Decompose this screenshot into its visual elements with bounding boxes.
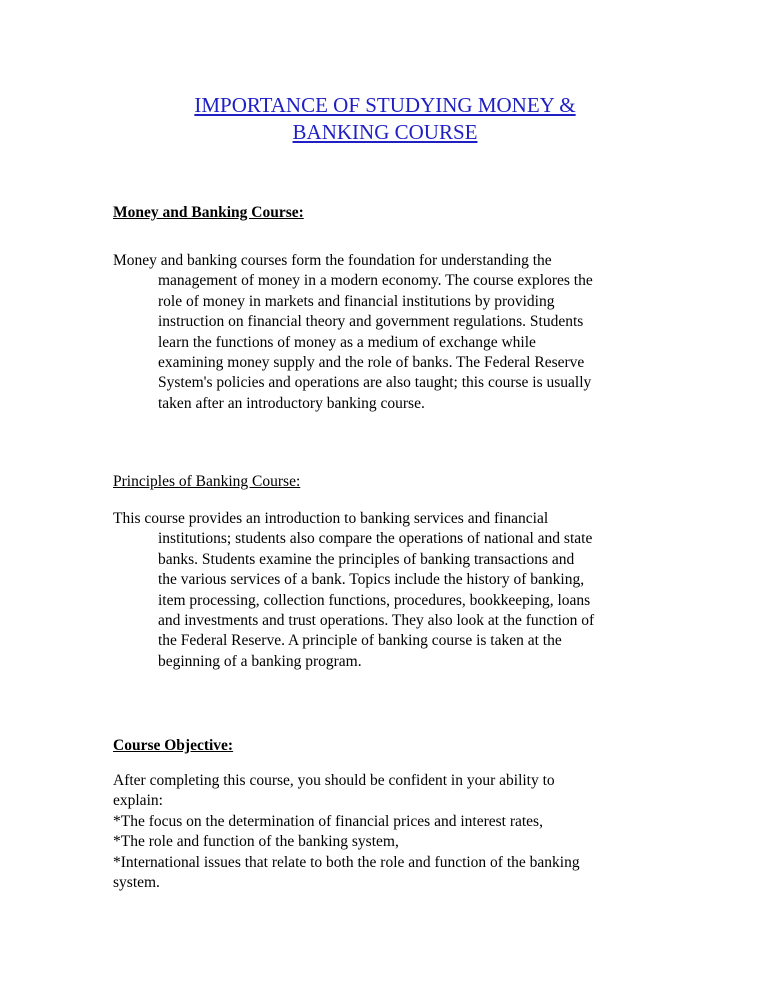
paragraph-line: role of money in markets and financial institutions by providing [158, 292, 555, 310]
paragraph-line: System's policies and operations are also taught; this course is usually [158, 374, 592, 392]
paragraph-line: banks. Students examine the principles of banking transactions and [158, 550, 575, 568]
paragraph-line: management of money in a modern economy. The course explores the [158, 272, 593, 290]
paragraph-line: beginning of a banking program. [158, 652, 362, 670]
paragraph-line: learn the functions of money as a medium of exchange while [158, 333, 536, 351]
paragraph-line: After completing this course, you should be confident in your ability to [113, 772, 555, 789]
objective-item: *The role and function of the banking system, [113, 833, 399, 851]
paragraph-line: explain: [113, 792, 163, 810]
objective-item: *The focus on the determination of financial prices and interest rates, [113, 812, 543, 830]
paragraph-line: item processing, collection functions, procedures, bookkeeping, loans [158, 591, 591, 609]
section-heading-course-objective: Course Objective: [113, 737, 234, 754]
paragraph-line: institutions; students also compare the operations of national and state [158, 530, 593, 548]
paragraph-line: instruction on financial theory and government regulations. Students [158, 313, 584, 331]
paragraph-line: system. [113, 874, 160, 892]
paragraph-line: the various services of a bank. Topics include the history of banking, [158, 571, 585, 589]
document-title [100, 92, 670, 146]
paragraph-line: examining money supply and the role of banks. The Federal Reserve [158, 354, 585, 372]
paragraph-line: Money and banking courses form the foundation for understanding the [113, 252, 552, 269]
objective-item: *International issues that relate to both the role and function of the banking [113, 853, 580, 871]
section-heading-money-banking: Money and Banking Course: [113, 204, 304, 221]
title-line-2: BANKING COURSE [292, 120, 478, 144]
paragraph-line: and investments and trust operations. They also look at the function of [158, 612, 595, 630]
paragraph-line: This course provides an introduction to banking services and financial [113, 510, 549, 527]
section-heading-principles-banking: Principles of Banking Course: [113, 473, 301, 490]
paragraph-line: the Federal Reserve. A principle of banking course is taken at the [158, 632, 562, 650]
title-line-1: IMPORTANCE OF STUDYING MONEY & [194, 93, 576, 117]
section-paragraph-money-banking [113, 251, 653, 414]
section-paragraph-principles-banking [113, 509, 653, 672]
section-paragraph-course-objective [113, 771, 653, 893]
paragraph-line: taken after an introductory banking course. [158, 394, 425, 412]
